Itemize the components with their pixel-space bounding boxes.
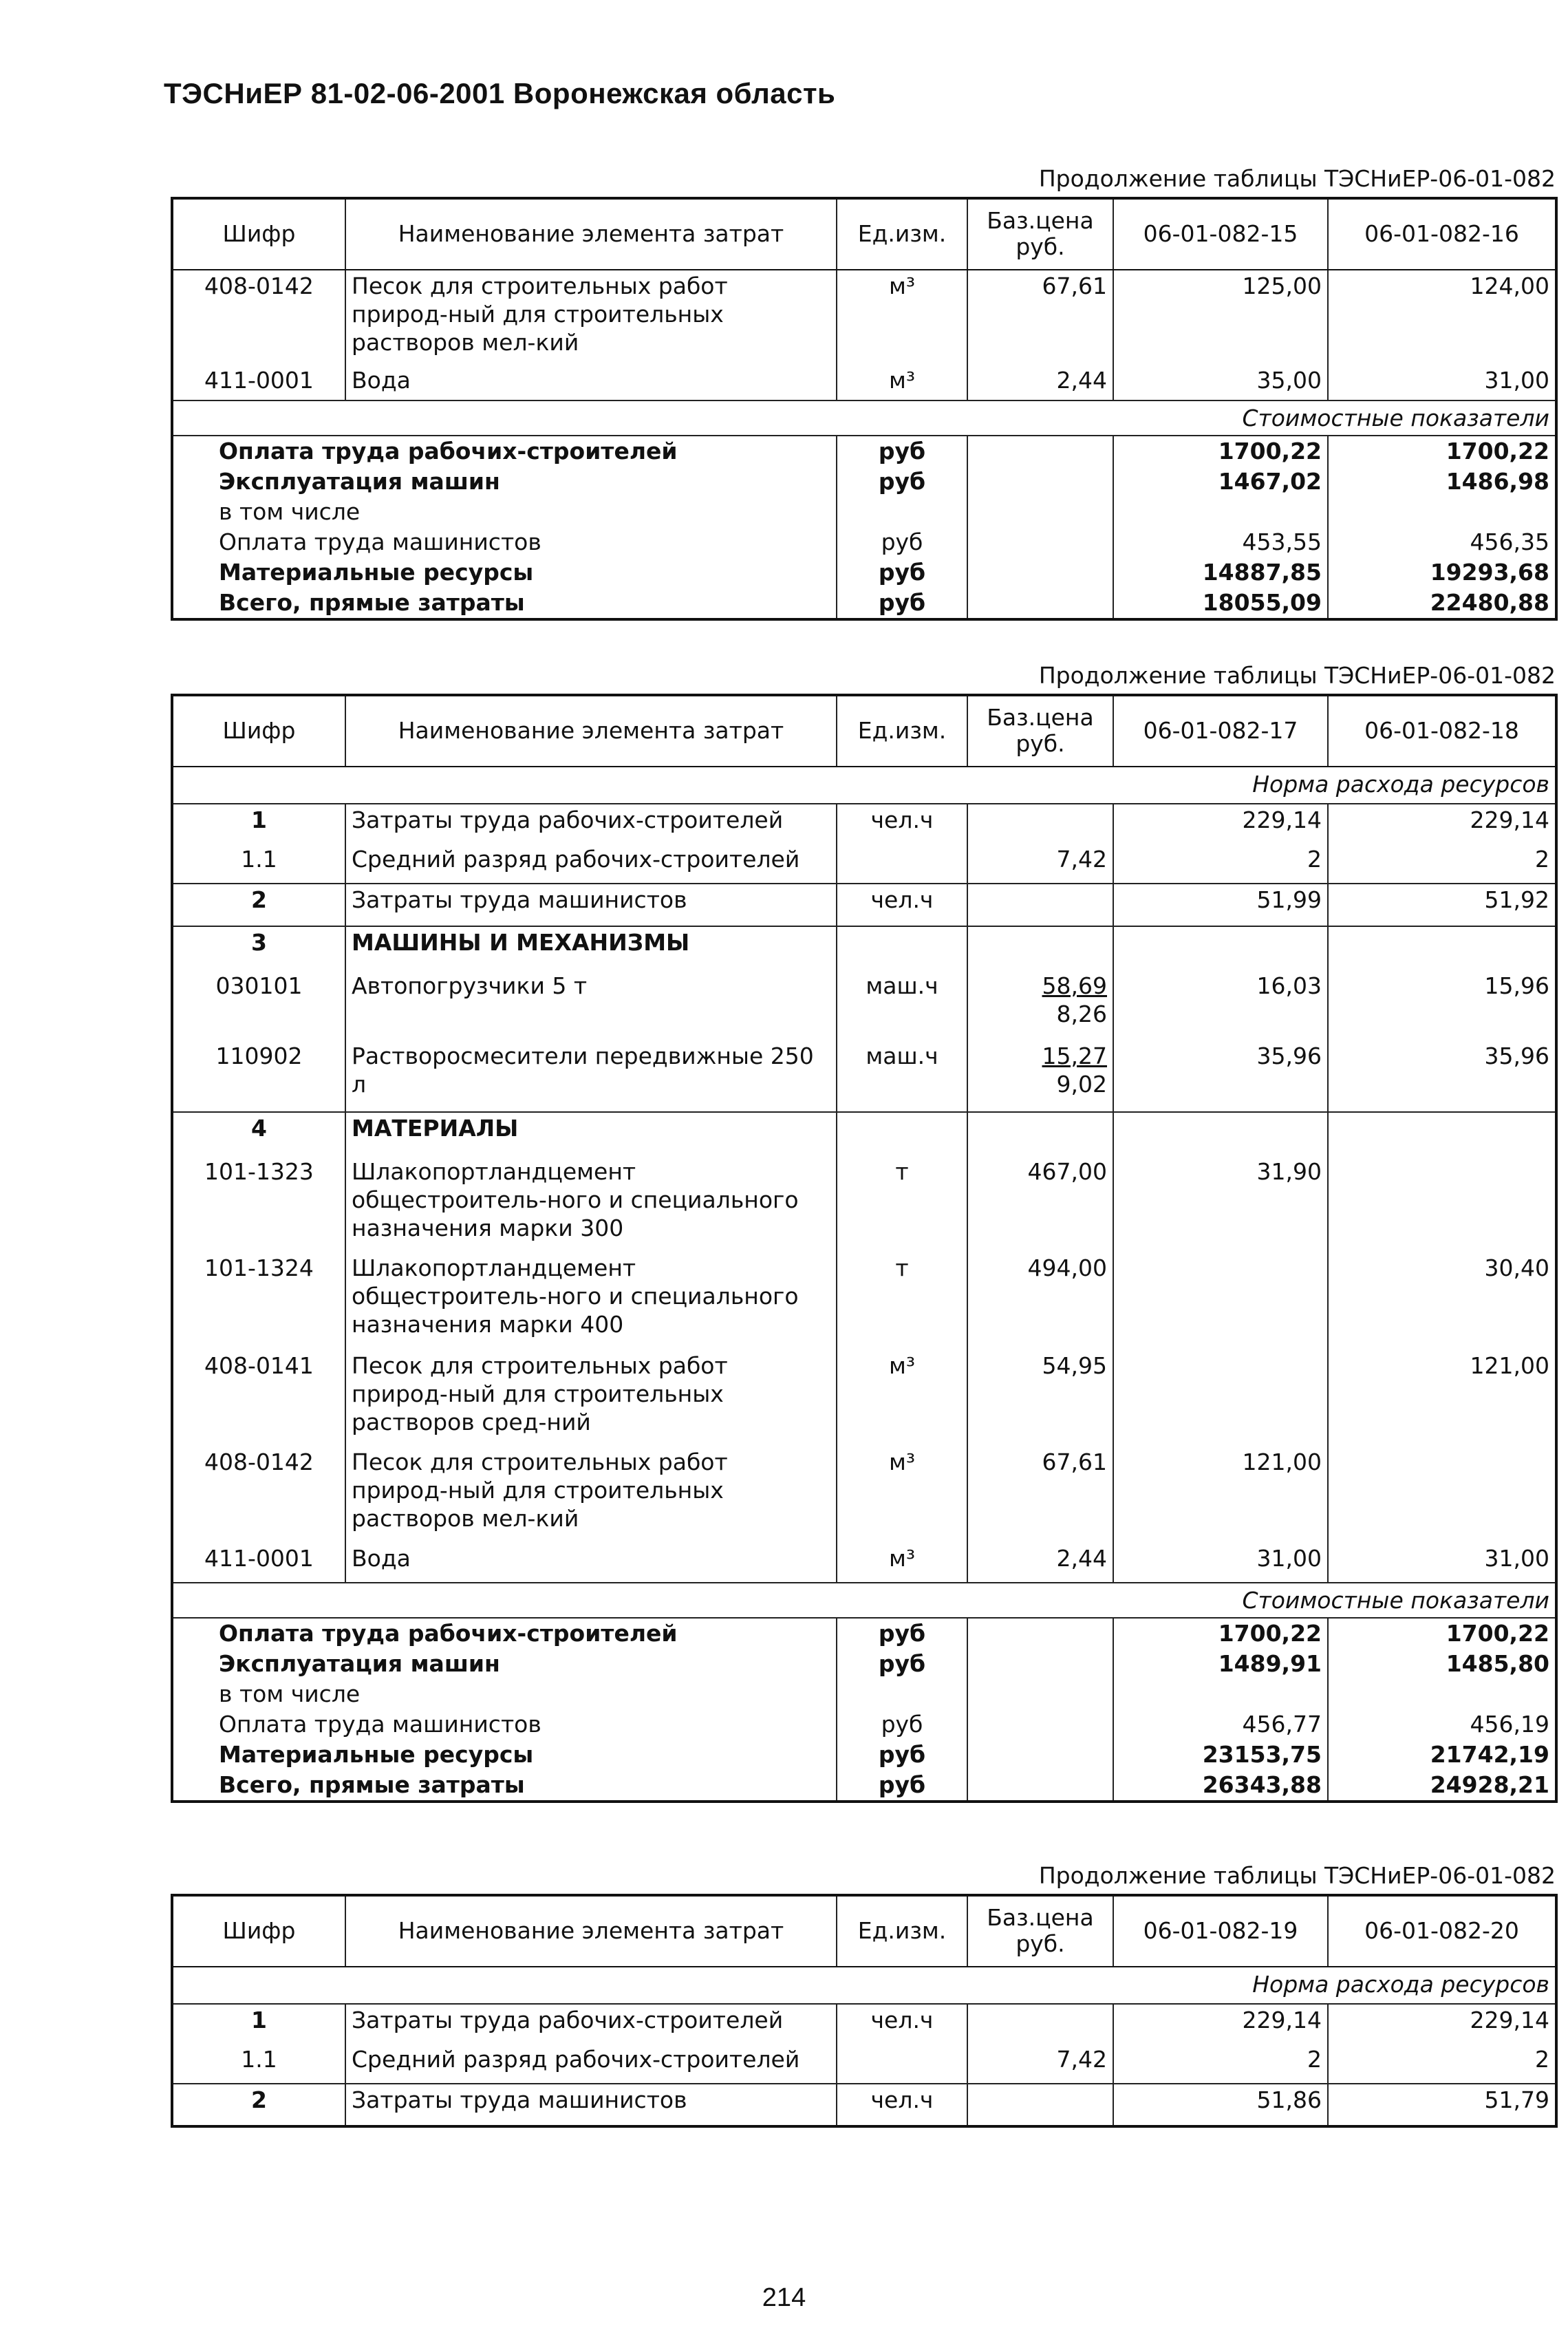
col-header-code-b: 06-01-082-16 — [1328, 198, 1556, 270]
col-header-code-a: 06-01-082-19 — [1113, 1895, 1328, 1967]
table-header-row — [172, 198, 1556, 270]
cost-row: Эксплуатация машин руб 1467,02 1486,98 — [172, 467, 1556, 497]
resource-table-1 — [171, 197, 1558, 621]
table-row: 1 Затраты труда рабочих-строителей чел.ч 229,14 229,14 — [172, 2004, 1556, 2044]
table-row: 101-1324 Шлакопортландцемент общестроитель-ного и специального назначения марки 400 т 494,00 30,40 — [172, 1252, 1556, 1350]
table-row: 030101 Автопогрузчики 5 т маш.ч 58,69 8,26 16,03 15,96 — [172, 970, 1556, 1040]
document-title: ТЭСНиЕР 81-02-06-2001 Воронежская область — [164, 77, 836, 109]
col-header-code-a: 06-01-082-17 — [1113, 695, 1328, 767]
col-header-name: Наименование элемента затрат — [345, 198, 837, 270]
section-row-costs: Стоимостные показатели — [172, 400, 1556, 436]
col-header-code: Шифр — [172, 1895, 345, 1967]
col-header-unit: Ед.изм. — [837, 198, 967, 270]
table-row: 1.1 Средний разряд рабочих-строителей 7,42 2 2 — [172, 844, 1556, 884]
page-number: 214 — [762, 2283, 806, 2312]
cost-row: Материальные ресурсы руб 23153,75 21742,19 — [172, 1740, 1556, 1770]
table-row: 408-0142 Песок для строительных работ природ-ный для строительных растворов мел-кий м³ 67,61 121,00 — [172, 1446, 1556, 1543]
table-row: 408-0141 Песок для строительных работ природ-ный для строительных растворов сред-ний м³ 54,95 121,00 — [172, 1350, 1556, 1446]
table-row: 2 Затраты труда машинистов чел.ч 51,86 51,79 — [172, 2084, 1556, 2126]
table-row: 101-1323 Шлакопортландцемент общестроитель-ного и специального назначения марки 300 т 467,00 31,90 — [172, 1156, 1556, 1252]
section-row-norms: Норма расхода ресурсов — [172, 1967, 1556, 2004]
table-row: 2 Затраты труда машинистов чел.ч 51,99 51,92 — [172, 884, 1556, 926]
cost-row: Оплата труда рабочих-строителей руб 1700,22 1700,22 — [172, 1618, 1556, 1649]
col-header-unit: Ед.изм. — [837, 1895, 967, 1967]
table-row: 411-0001 Вода м³ 2,44 31,00 31,00 — [172, 1543, 1556, 1583]
table-caption: Продолжение таблицы ТЭСНиЕР-06-01-082 — [1038, 1862, 1556, 1889]
cost-row: в том числе — [172, 1679, 1556, 1709]
col-header-price: Баз.цена руб. — [967, 1895, 1113, 1967]
cost-row: Эксплуатация машин руб 1489,91 1485,80 — [172, 1649, 1556, 1679]
table-row: 408-0142 Песок для строительных работ природ-ный для строительных растворов мел-кий м³ 67,61 125,00 124,00 — [172, 270, 1556, 365]
col-header-price: Баз.цена руб. — [967, 198, 1113, 270]
table-caption: Продолжение таблицы ТЭСНиЕР-06-01-082 — [1038, 165, 1556, 192]
category-row-machines: 3 МАШИНЫ И МЕХАНИЗМЫ — [172, 926, 1556, 970]
col-header-name: Наименование элемента затрат — [345, 1895, 837, 1967]
cost-row: Всего, прямые затраты руб 18055,09 22480,88 — [172, 588, 1556, 619]
cost-row: Всего, прямые затраты руб 26343,88 24928,21 — [172, 1770, 1556, 1802]
col-header-price: Баз.цена руб. — [967, 695, 1113, 767]
col-header-name: Наименование элемента затрат — [345, 695, 837, 767]
resource-table-3 — [171, 1894, 1558, 2128]
col-header-code: Шифр — [172, 198, 345, 270]
cost-row: Оплата труда рабочих-строителей руб 1700,22 1700,22 — [172, 436, 1556, 467]
table-header-row — [172, 695, 1556, 767]
category-row-materials: 4 МАТЕРИАЛЫ — [172, 1112, 1556, 1156]
resource-table-2 — [171, 694, 1558, 1803]
table-row: 411-0001 Вода м³ 2,44 35,00 31,00 — [172, 365, 1556, 400]
col-header-code-a: 06-01-082-15 — [1113, 198, 1328, 270]
table-row: 1 Затраты труда рабочих-строителей чел.ч 229,14 229,14 — [172, 804, 1556, 844]
table-header-row — [172, 1895, 1556, 1967]
section-row-norms: Норма расхода ресурсов — [172, 767, 1556, 804]
col-header-code-b: 06-01-082-18 — [1328, 695, 1556, 767]
cost-row: Оплата труда машинистов руб 456,77 456,19 — [172, 1709, 1556, 1740]
col-header-unit: Ед.изм. — [837, 695, 967, 767]
cost-row: Оплата труда машинистов руб 453,55 456,35 — [172, 527, 1556, 557]
table-row: 1.1 Средний разряд рабочих-строителей 7,42 2 2 — [172, 2044, 1556, 2084]
section-row-costs: Стоимостные показатели — [172, 1583, 1556, 1618]
table-caption: Продолжение таблицы ТЭСНиЕР-06-01-082 — [1038, 662, 1556, 689]
table-row: 110902 Растворосмесители передвижные 250 л маш.ч 15,27 9,02 35,96 35,96 — [172, 1040, 1556, 1112]
col-header-code: Шифр — [172, 695, 345, 767]
col-header-code-b: 06-01-082-20 — [1328, 1895, 1556, 1967]
cost-row: Материальные ресурсы руб 14887,85 19293,68 — [172, 557, 1556, 588]
cost-row: в том числе — [172, 497, 1556, 527]
